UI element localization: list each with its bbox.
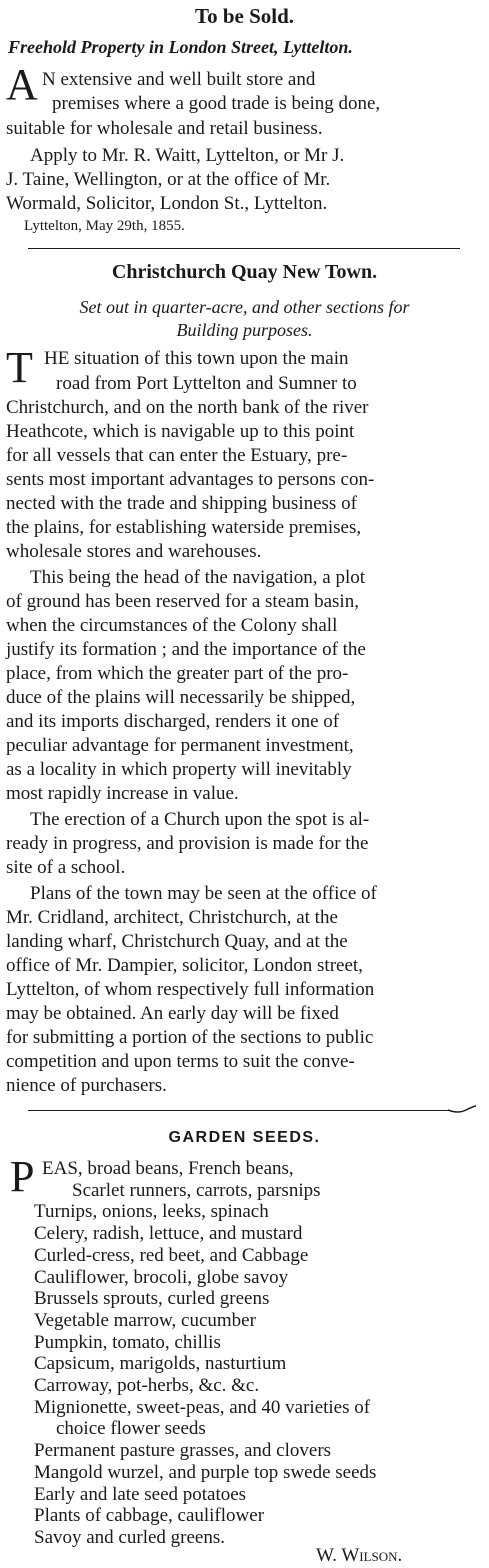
text-line: J. Taine, Wellington, or at the office of Mr.: [6, 169, 331, 190]
divider-flourish-icon: [448, 1100, 478, 1116]
text-line: This being the head of the navigation, a plot: [30, 567, 366, 588]
advert-subtitle: Set out in quarter-acre, and other sections for: [79, 297, 410, 317]
advert-subtitle: Freehold Property in London Street, Lyttelton.: [8, 37, 353, 57]
text-line: road from Port Lyttelton and Sumner to: [56, 373, 357, 394]
list-item: Curled-cress, red beet, and Cabbage: [34, 1245, 309, 1266]
drop-cap: P: [10, 1152, 35, 1201]
list-item: Turnips, onions, leeks, spinach: [34, 1201, 269, 1222]
text-line: for submitting a portion of the sections to public: [6, 1027, 374, 1048]
text-line: Mr. Cridland, architect, Christchurch, at the: [6, 907, 338, 928]
list-item: Brussels sprouts, curled greens: [34, 1288, 270, 1309]
text-line: as a locality in which property will inevitably: [6, 759, 352, 780]
text-line: HE situation of this town upon the main: [44, 348, 349, 369]
text-line: nected with the trade and shipping business of: [6, 493, 357, 514]
advert-subtitle: Building purposes.: [176, 320, 313, 340]
list-item: Pumpkin, tomato, chillis: [34, 1332, 221, 1353]
text-line: premises where a good trade is being done,: [52, 93, 381, 114]
text-line: site of a school.: [6, 857, 126, 878]
list-item: Early and late seed potatoes: [34, 1484, 247, 1505]
text-line: when the circumstances of the Colony shall: [6, 615, 338, 636]
text-line: The erection of a Church upon the spot is al-: [30, 809, 370, 830]
text-line: duce of the plains will necessarily be shipped,: [6, 687, 356, 708]
list-item: Carroway, pot-herbs, &c. &c.: [34, 1375, 260, 1396]
drop-cap: A: [6, 60, 38, 109]
text-line: may be obtained. An early day will be fixed: [6, 1003, 339, 1024]
text-line: Plans of the town may be seen at the office of: [30, 883, 377, 904]
list-item: Celery, radish, lettuce, and mustard: [34, 1223, 303, 1244]
dateline: Lyttelton, May 29th, 1855.: [24, 218, 185, 234]
text-line: the plains, for establishing waterside premises,: [6, 517, 362, 538]
text-line: for all vessels that can enter the Estuary, pre-: [6, 445, 348, 466]
text-line: peculiar advantage for permanent investment,: [6, 735, 354, 756]
list-item: Mignionette, sweet-peas, and 40 varieties of: [34, 1397, 371, 1418]
list-item: Capsicum, marigolds, nasturtium: [34, 1353, 287, 1374]
text-line: of ground has been reserved for a steam basin,: [6, 591, 359, 612]
text-line: Heathcote, which is navigable up to this point: [6, 421, 355, 442]
list-item: Plants of cabbage, cauliflower: [34, 1505, 265, 1526]
text-line: N extensive and well built store and: [42, 69, 316, 90]
list-item: Vegetable marrow, cucumber: [34, 1310, 256, 1331]
text-line: suitable for wholesale and retail business.: [6, 118, 323, 139]
text-line: and its imports discharged, renders it one of: [6, 711, 340, 732]
divider-rule: [28, 248, 460, 249]
text-line: Apply to Mr. R. Waitt, Lyttelton, or Mr J.: [30, 145, 345, 166]
list-item: Scarlet runners, carrots, parsnips: [72, 1180, 321, 1201]
text-line: Wormald, Solicitor, London St., Lyttelton.: [6, 193, 328, 214]
list-item: Savoy and curled greens.: [34, 1527, 225, 1548]
text-line: most rapidly increase in value.: [6, 783, 239, 804]
text-line: justify its formation ; and the importance of the: [6, 639, 366, 660]
drop-cap: T: [6, 343, 33, 392]
list-item: Mangold wurzel, and purple top swede seeds: [34, 1462, 377, 1483]
text-line: Christchurch, and on the north bank of the river: [6, 397, 369, 418]
advert-title: Christchurch Quay New Town.: [111, 261, 378, 283]
text-line: competition and upon terms to suit the conve-: [6, 1051, 355, 1072]
text-line: place, from which the greater part of the pro-: [6, 663, 349, 684]
signature: W. Wilson.: [316, 1545, 403, 1566]
divider-rule: [28, 1110, 448, 1111]
text-line: ready in progress, and provision is made for the: [6, 833, 369, 854]
list-item: Cauliflower, brocoli, globe savoy: [34, 1267, 289, 1288]
advert-title: To be Sold.: [194, 4, 295, 28]
text-line: Lyttelton, of whom respectively full information: [6, 979, 375, 1000]
list-item: EAS, broad beans, French beans,: [42, 1158, 294, 1179]
list-item: Permanent pasture grasses, and clovers: [34, 1440, 332, 1461]
text-line: nience of purchasers.: [6, 1075, 167, 1096]
text-line: office of Mr. Dampier, solicitor, London street,: [6, 955, 363, 976]
advert-title: GARDEN SEEDS.: [168, 1129, 321, 1146]
text-line: sents most important advantages to persons con-: [6, 469, 375, 490]
text-line: wholesale stores and warehouses.: [6, 541, 262, 562]
text-line: landing wharf, Christchurch Quay, and at the: [6, 931, 348, 952]
list-item: choice flower seeds: [56, 1418, 206, 1439]
